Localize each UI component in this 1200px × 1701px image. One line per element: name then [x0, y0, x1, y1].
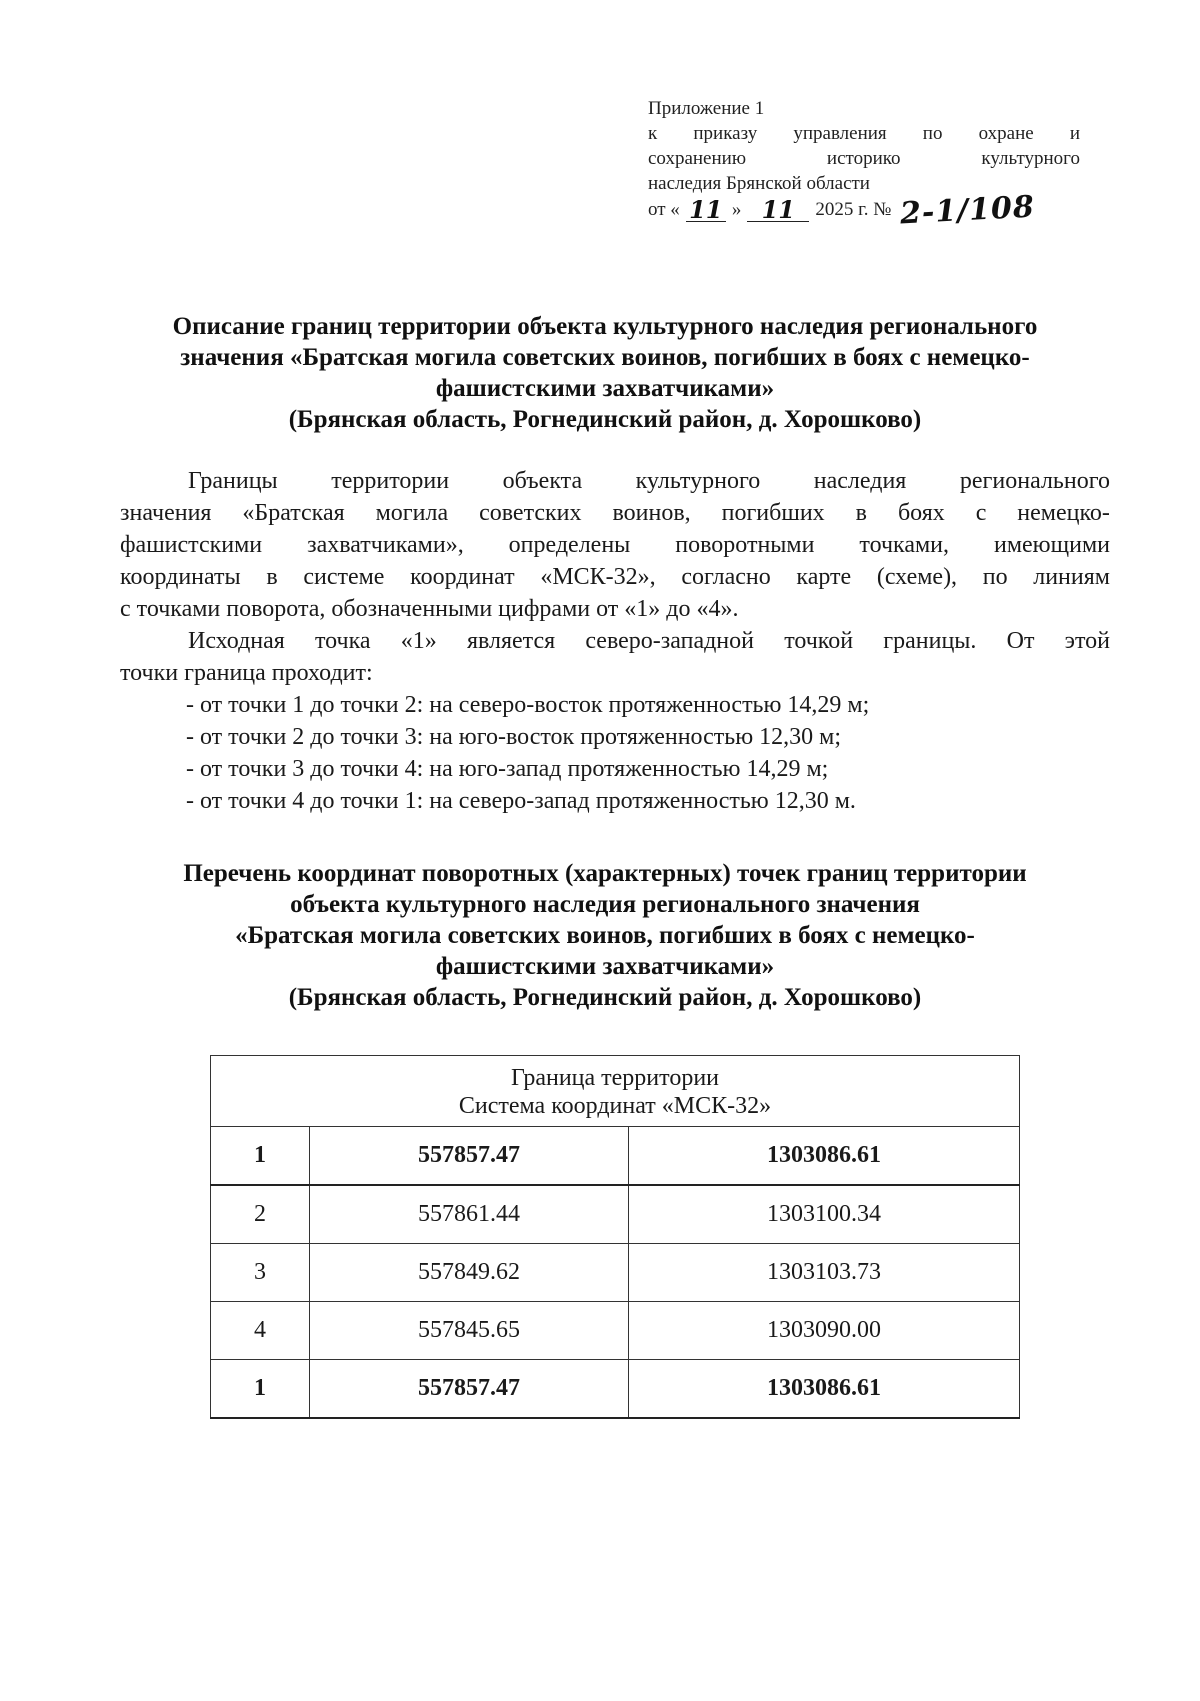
y-coordinate-cell: 1303086.61	[629, 1127, 1020, 1186]
word: с	[975, 500, 987, 526]
heading-line: фашистскими захватчиками»	[435, 375, 775, 402]
x-coordinate-cell: 557857.47	[310, 1360, 629, 1419]
word: в	[266, 564, 278, 590]
word: северо-западной	[585, 628, 754, 654]
word: управления	[793, 123, 887, 144]
word: наследия	[813, 468, 907, 494]
date-month-handwritten: 11	[747, 199, 809, 222]
word: погибших	[721, 500, 825, 526]
appendix-line-4: наследия Брянской области	[648, 173, 870, 194]
x-coordinate-cell: 557845.65	[310, 1302, 629, 1360]
word: территории	[331, 468, 450, 494]
y-coordinate-cell: 1303103.73	[629, 1244, 1020, 1302]
point-number-cell: 3	[211, 1244, 310, 1302]
word: охране	[978, 123, 1034, 144]
word: культурного	[635, 468, 761, 494]
word: (схеме),	[876, 564, 958, 590]
heading-line: (Брянская область, Рогнединский район, д. Хорошково)	[288, 406, 922, 433]
paragraph-line	[120, 465, 1110, 497]
word: координаты	[120, 564, 241, 590]
date-day-handwritten: 11	[686, 199, 726, 222]
word: и	[1069, 123, 1080, 144]
word: поворотными	[675, 532, 815, 558]
heading-line: Перечень координат поворотных (характерных) точек границ территории	[183, 860, 1027, 887]
x-coordinate-cell: 557849.62	[310, 1244, 629, 1302]
table-row	[211, 1127, 1020, 1186]
word: «Братская	[242, 500, 345, 526]
y-coordinate-cell: 1303086.61	[629, 1360, 1020, 1419]
word: советских	[479, 500, 582, 526]
word: карте	[796, 564, 852, 590]
word: по	[922, 123, 943, 144]
date-mid: »	[731, 199, 742, 220]
coordinates-table	[210, 1055, 1020, 1419]
word: по	[982, 564, 1008, 590]
table-header-row	[211, 1056, 1020, 1127]
point-number-cell: 2	[211, 1185, 310, 1244]
appendix-line-3	[648, 146, 1080, 171]
word: линиям	[1033, 564, 1110, 590]
word: точками,	[859, 532, 950, 558]
word: точка	[315, 628, 371, 654]
word: «МСК-32»,	[540, 564, 656, 590]
heading-line: «Братская могила советских воинов, погибших в боях с немецко-	[235, 922, 975, 949]
appendix-block	[648, 96, 1080, 232]
table-header-line: Система координат «МСК-32»	[458, 1093, 772, 1119]
word: точкой	[784, 628, 854, 654]
table-header-cell	[211, 1056, 1020, 1127]
boundary-route-paragraph	[120, 625, 1110, 817]
paragraph-line	[120, 561, 1110, 593]
segment-item: - от точки 2 до точки 3: на юго-восток протяженностью 12,30 м;	[186, 724, 842, 750]
date-prefix: от «	[648, 199, 680, 220]
word: культурного	[981, 148, 1080, 169]
table-row	[211, 1244, 1020, 1302]
word: немецко-	[1017, 500, 1110, 526]
word: Исходная	[188, 628, 285, 654]
table-row	[211, 1360, 1020, 1419]
word: историко	[826, 148, 901, 169]
heading-line: (Брянская область, Рогнединский район, д. Хорошково)	[288, 984, 922, 1011]
word: границы.	[883, 628, 977, 654]
table-row	[211, 1302, 1020, 1360]
word: имеющими	[994, 532, 1110, 558]
word: объекта	[502, 468, 583, 494]
word: регионального	[959, 468, 1110, 494]
x-coordinate-cell: 557861.44	[310, 1185, 629, 1244]
word: «1»	[400, 628, 437, 654]
table-header-line: Граница территории	[510, 1065, 720, 1091]
description-heading	[110, 311, 1100, 435]
paragraph-line	[120, 625, 1110, 657]
paragraph-line	[120, 497, 1110, 529]
boundary-description-paragraph	[120, 465, 1110, 625]
y-coordinate-cell: 1303100.34	[629, 1185, 1020, 1244]
date-year: 2025 г. №	[815, 199, 892, 220]
word: захватчиками»,	[307, 532, 464, 558]
word: значения	[120, 500, 212, 526]
paragraph-line	[120, 529, 1110, 561]
appendix-line-2	[648, 121, 1080, 146]
point-number-cell: 4	[211, 1302, 310, 1360]
word: приказу	[693, 123, 758, 144]
heading-line: значения «Братская могила советских воинов, погибших в боях с немецко-	[180, 344, 1030, 371]
y-coordinate-cell: 1303090.00	[629, 1302, 1020, 1360]
word: этой	[1064, 628, 1110, 654]
segment-item: - от точки 4 до точки 1: на северо-запад протяженностью 12,30 м.	[186, 788, 856, 814]
word: боях	[897, 500, 945, 526]
segment-item: - от точки 3 до точки 4: на юго-запад протяженностью 14,29 м;	[186, 756, 829, 782]
point-number-cell: 1	[211, 1127, 310, 1186]
segment-item: - от точки 1 до точки 2: на северо-восток протяженностью 14,29 м;	[186, 692, 870, 718]
word: определены	[508, 532, 631, 558]
word: могила	[375, 500, 449, 526]
word: к	[648, 123, 658, 144]
heading-line: Описание границ территории объекта культурного наследия регионального	[172, 313, 1038, 340]
word: согласно	[681, 564, 771, 590]
word: сохранению	[648, 148, 747, 169]
word: системе	[303, 564, 385, 590]
table-row	[211, 1185, 1020, 1244]
appendix-date-line	[648, 189, 1080, 232]
word: в	[855, 500, 867, 526]
word: От	[1006, 628, 1035, 654]
heading-line: фашистскими захватчиками»	[435, 953, 775, 980]
word: фашистскими	[120, 532, 263, 558]
word: является	[466, 628, 556, 654]
word: воинов,	[612, 500, 691, 526]
x-coordinate-cell: 557857.47	[310, 1127, 629, 1186]
word: Границы	[188, 468, 278, 494]
appendix-title: Приложение 1	[648, 98, 765, 119]
paragraph-line: точки граница проходит:	[120, 660, 373, 686]
word: координат	[410, 564, 515, 590]
order-number-handwritten: 2-1/108	[899, 189, 1036, 232]
heading-line: объекта культурного наследия регионального значения	[290, 891, 920, 918]
paragraph-line: с точками поворота, обозначенными цифрами от «1» до «4».	[120, 596, 739, 622]
point-number-cell: 1	[211, 1360, 310, 1419]
coordinates-heading	[110, 858, 1100, 1013]
